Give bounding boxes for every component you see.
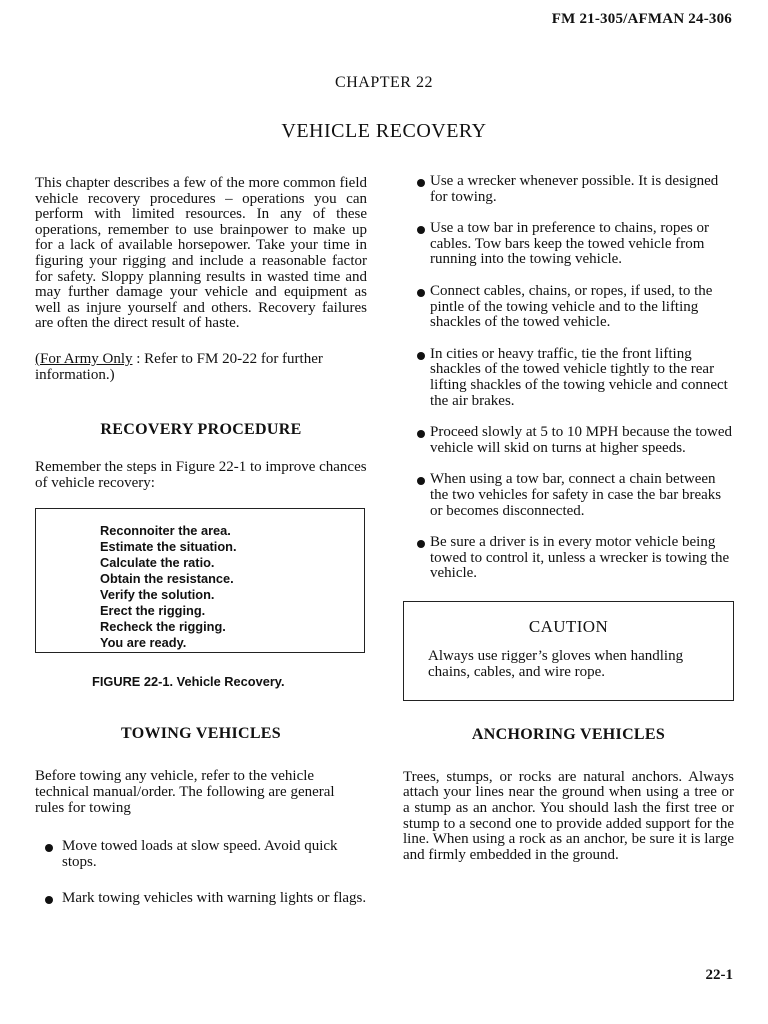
right-column: [403, 174, 734, 863]
bullet-icon: [417, 430, 425, 438]
figure-step: Erect the rigging.: [100, 603, 206, 619]
figure-22-1-box: [35, 508, 365, 653]
bullet-icon: [417, 179, 425, 187]
army-only-label: (For Army Only: [35, 350, 133, 367]
list-item: [403, 284, 734, 331]
bullet-icon: [417, 540, 425, 548]
anchoring-vehicles-heading: ANCHORING VEHICLES: [471, 725, 666, 743]
bullet-icon: [417, 289, 425, 297]
caution-box: [403, 601, 734, 701]
list-item: [35, 839, 367, 870]
bullet-icon: [417, 226, 425, 234]
list-item-text: Connect cables, chains, or ropes, if used, to the pintle of the towing vehicle and to the lifting shackles of the towed vehicle.: [430, 282, 713, 331]
list-item-text: Be sure a driver is in every motor vehicle being towed to control it, unless a wrecker is towing the vehicle.: [430, 534, 730, 582]
list-item-text: Use a wrecker whenever possible. It is designed for towing.: [430, 173, 719, 205]
caution-title: CAUTION: [528, 616, 609, 636]
list-item-text: Mark towing vehicles with warning lights or flags.: [62, 890, 367, 907]
list-item-text: In cities or heavy traffic, tie the front lifting shackles of the towed vehicle tightly to the rear lifting shackles of the towing vehicle and connect the air brakes.: [430, 345, 728, 409]
list-item-text: Use a tow bar in preference to chains, ropes or cables. Tow bars keep the towed vehicle from running into the towing vehicle.: [430, 220, 710, 268]
towing-rules-list-right: [403, 174, 734, 582]
figure-step: You are ready.: [100, 635, 187, 651]
figure-step: Verify the solution.: [100, 587, 215, 603]
list-item: [403, 174, 734, 205]
anchoring-paragraph: Trees, stumps, or rocks are natural anchors. Always attach your lines near the ground when using a tree or a stump as an anchor. You should lash the first tree or stump to a second one to provide added support for the line. When using a rock as an anchor, be sure it is large and firmly embedded in the ground.: [403, 768, 734, 863]
army-only-reference: : Refer to FM 20-22 for further information.): [35, 350, 323, 383]
bullet-icon: [417, 477, 425, 485]
towing-vehicles-heading: TOWING VEHICLES: [121, 725, 281, 743]
list-item: [403, 535, 734, 582]
army-only-note: [35, 352, 367, 383]
towing-intro-paragraph: Before towing any vehicle, refer to the vehicle technical manual/order. The following are general rules for towing: [35, 768, 335, 816]
bullet-icon: [45, 896, 53, 904]
figure-step: Reconnoiter the area.: [100, 523, 231, 539]
list-item: [403, 472, 734, 519]
list-item: [403, 221, 734, 268]
bullet-icon: [45, 844, 53, 852]
recovery-procedure-heading: RECOVERY PROCEDURE: [100, 421, 302, 439]
chapter-title: VEHICLE RECOVERY: [281, 120, 487, 142]
towing-rules-list-left: [35, 839, 367, 907]
figure-step: Obtain the resistance.: [100, 571, 234, 587]
figure-caption: FIGURE 22-1. Vehicle Recovery.: [92, 674, 285, 690]
list-item-text: When using a tow bar, connect a chain between the two vehicles for safety in case the bar breaks or becomes disconnected.: [430, 471, 722, 519]
chapter-label: CHAPTER 22: [335, 74, 433, 91]
figure-step: Estimate the situation.: [100, 539, 237, 555]
bullet-icon: [417, 352, 425, 360]
document-reference: FM 21-305/AFMAN 24-306: [551, 11, 732, 27]
list-item: [35, 891, 367, 907]
list-item: [403, 347, 734, 409]
page-number: 22-1: [705, 967, 733, 983]
intro-paragraph: This chapter describes a few of the more common field vehicle recovery procedures – operations you can perform with limited resources. In any of these operations, remember to use brainpower to make up for a lack of available horsepower. Take your time in figuring your rigging and include a reasonable factor for safety. Sloppy planning results in wasted time and may further damage your vehicle and equipment as well as injure yourself and others. Recovery failures are often the direct result of haste.: [35, 175, 367, 332]
list-item: [403, 425, 734, 456]
left-column: [35, 176, 367, 907]
figure-step: Recheck the rigging.: [100, 619, 226, 635]
figure-step: Calculate the ratio.: [100, 555, 215, 571]
recovery-procedure-text: Remember the steps in Figure 22-1 to improve chances of vehicle recovery:: [35, 459, 367, 491]
list-item-text: Move towed loads at slow speed. Avoid quick stops.: [62, 838, 338, 870]
list-item-text: Proceed slowly at 5 to 10 MPH because the towed vehicle will skid on turns at higher speeds.: [430, 424, 733, 456]
caution-text: Always use rigger’s gloves when handling chains, cables, and wire rope.: [428, 648, 684, 681]
